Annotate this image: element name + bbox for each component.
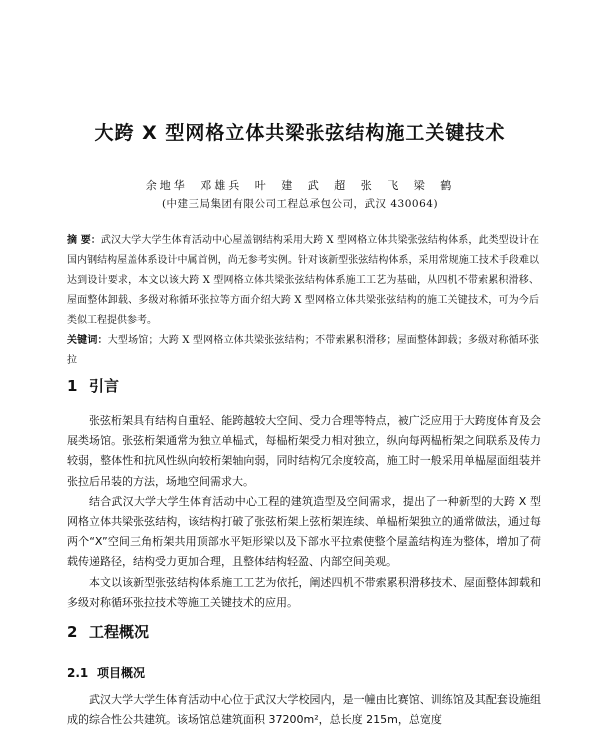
paragraph: 结合武汉大学大学生体育活动中心工程的建筑造型及空间需求，提出了一种新型的大跨 X 型网格立体共梁张弦结构，该结构打破了张弦桁架上弦桁架连续、单榀桁架独立的通常做法，通过每两个“X”空间三角桁架共用顶部水平矩形梁以及下部水平拉索使整个屋盖结构连为整体，增加了荷载传递路径，结构受力更加合理，且整体结构轻盈、内部空间美观。 [67, 494, 541, 569]
author-affiliation: (中建三局集团有限公司工程总承包公司，武汉 430064) [161, 198, 439, 210]
abstract-block [67, 231, 539, 371]
section-1-number: 1 [67, 377, 78, 395]
section-1-body [67, 411, 541, 613]
keywords-label: 关键词： [67, 335, 108, 346]
abstract-label: 摘 要： [67, 235, 101, 246]
section-1-title: 引言 [89, 377, 120, 395]
keywords-text: 大型场馆；大跨 X 型网格立体共梁张弦结构；不带索累积滑移；屋面整体卸载；多级对称循环张拉 [67, 335, 540, 366]
paper-title: 大跨 X 型网格立体共梁张弦结构施工关键技术 [94, 122, 506, 144]
abstract-text: 武汉大学大学生体育活动中心屋盖钢结构采用大跨 X 型网格立体共梁张弦结构体系，此类型设计在国内钢结构屋盖体系设计中属首例，尚无参考实例。针对该新型张弦结构体系，采用常规施工技术手段难以达到设计要求，本文以该大跨 X 型网格立体共梁张弦结构体系施工工艺为基础，从四机不带索累积滑移、屋面整体卸载、多级对称循环张拉等方面介绍大跨 X 型网格立体共梁张弦结构的施工关键技术，可为今后类似工程提供参考。 [67, 235, 540, 326]
section-1-heading [67, 375, 119, 396]
keywords [67, 331, 539, 371]
paragraph: 张弦桁架具有结构自重轻、能跨越较大空间、受力合理等特点，被广泛应用于大跨度体育及会展类场馆。张弦桁架通常为独立单榀式，每榀桁架受力相对独立，纵向每两榀桁架之间联系及传力较弱，整体性和抗风性纵向较桁架轴向弱，同时结构冗余度较高，施工时一般采用单榀屋面组装并张拉后吊装的方法，场地空间需求大。 [67, 414, 541, 488]
section-2-1-number: 2.1 [67, 666, 89, 680]
section-2-1-title: 项目概况 [97, 666, 146, 680]
section-2-1-heading [67, 664, 145, 681]
section-2-number: 2 [67, 623, 78, 641]
section-2-1-body [67, 690, 541, 730]
paragraph: 本文以该新型张弦结构体系施工工艺为依托，阐述四机不带索累积滑移技术、屋面整体卸载和多级对称循环张拉技术等施工关键技术的应用。 [67, 575, 541, 609]
section-2-title: 工程概况 [89, 623, 150, 641]
abstract [67, 231, 539, 331]
author-list: 余地华 邓雄兵 叶 建 武 超 张 飞 梁 鹤 [145, 179, 455, 192]
paragraph: 武汉大学大学生体育活动中心位于武汉大学校园内，是一幢由比赛馆、训练馆及其配套设施组成的综合性公共建筑。该场馆总建筑面积 37200m²，总长度 215m，总宽度 [67, 693, 541, 727]
section-2-heading [67, 621, 149, 642]
